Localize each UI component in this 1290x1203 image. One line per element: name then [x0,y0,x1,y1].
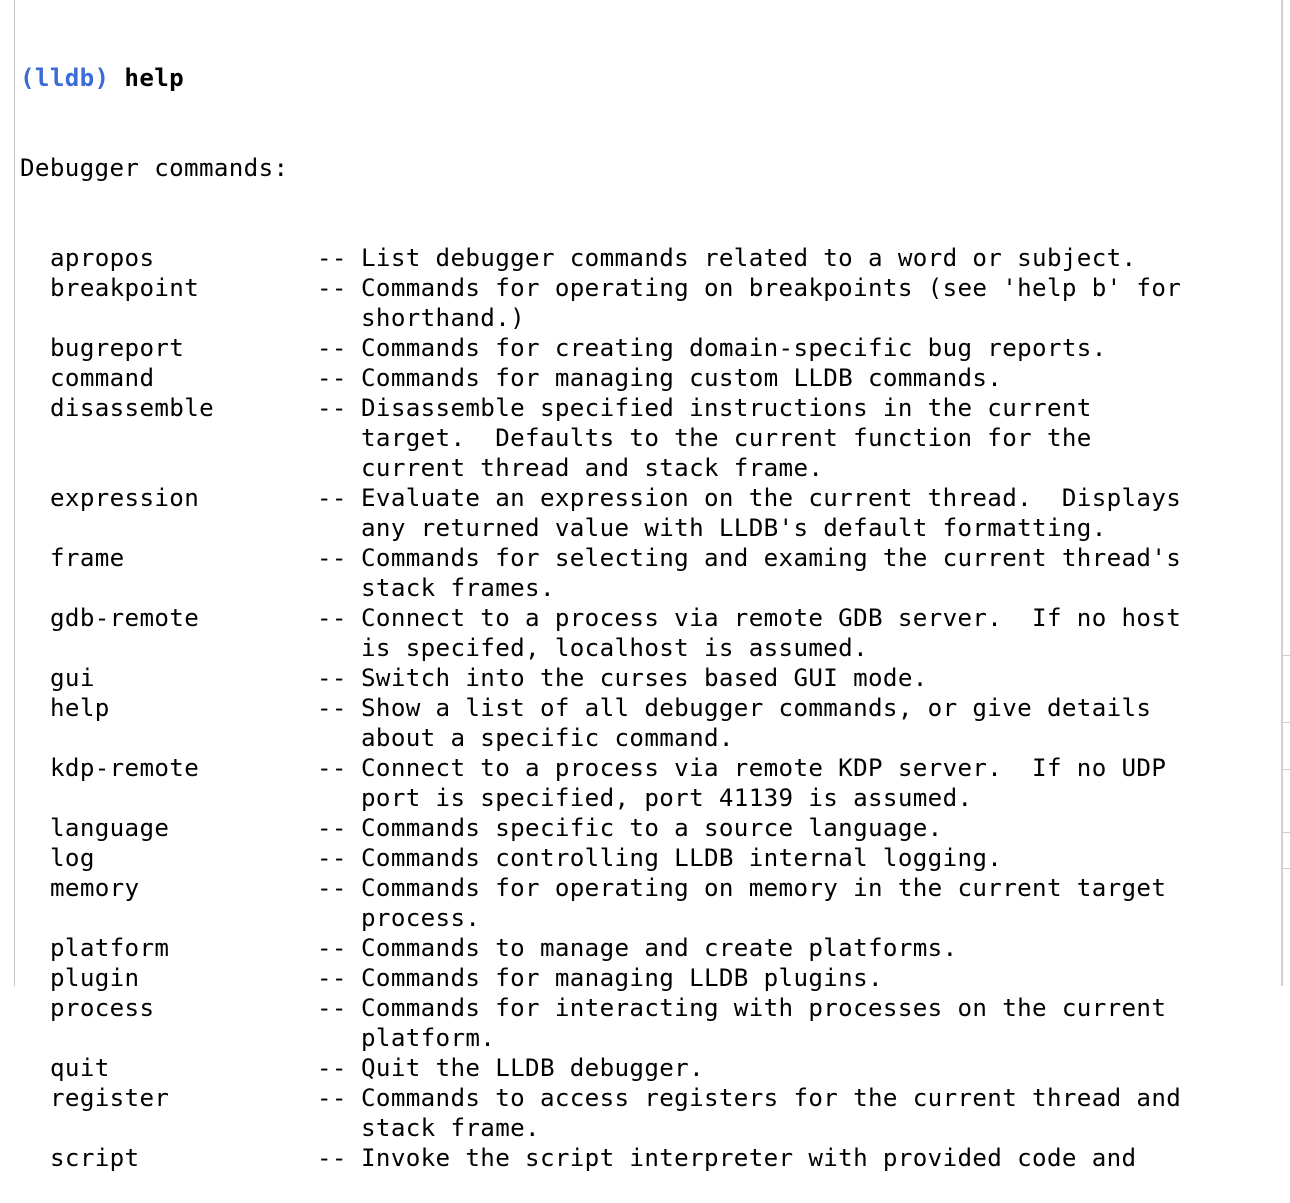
command-separator: -- [317,394,347,422]
scroll-tick [1283,655,1290,656]
command-separator: -- [317,994,347,1022]
command-name: command [50,364,155,392]
scroll-tick [1283,722,1290,723]
command-separator: -- [317,934,347,962]
command-description: Quit the LLDB debugger. [361,1054,704,1082]
command-description: Invoke the script interpreter with provided code and [361,1144,1137,1172]
command-description: Connect to a process via remote KDP server. If no UDP port is specified, port 41139 is assumed. [361,754,1167,812]
command-separator: -- [317,1084,347,1112]
command-separator: -- [317,544,347,572]
command-description: Commands for managing custom LLDB commands. [361,364,1003,392]
scroll-tick [1283,832,1290,833]
command-separator: -- [317,604,347,632]
command-separator: -- [317,874,347,902]
command-row [20,1053,1278,1083]
command-row [20,813,1278,843]
command-name: breakpoint [50,274,200,302]
prompt-line [20,63,1278,93]
command-row [20,753,1278,813]
scroll-tick [1283,769,1290,770]
command-row [20,1083,1278,1143]
command-row [20,363,1278,393]
command-separator: -- [317,814,347,842]
console-output[interactable] [20,3,1278,1203]
command-name: log [50,844,95,872]
command-row [20,693,1278,753]
command-description: Commands specific to a source language. [361,814,943,842]
command-description: Switch into the curses based GUI mode. [361,664,928,692]
command-row [20,933,1278,963]
command-separator: -- [317,364,347,392]
command-name: frame [50,544,125,572]
command-description: Commands for operating on breakpoints (see 'help b' for shorthand.) [361,274,1182,332]
command-separator: -- [317,964,347,992]
command-separator: -- [317,484,347,512]
command-separator: -- [317,1054,347,1082]
command-row [20,993,1278,1053]
typed-command: help [124,64,185,92]
section-header: Debugger commands: [20,154,289,182]
command-row [20,393,1278,483]
command-description: List debugger commands related to a word or subject. [361,244,1137,272]
command-name: help [50,694,110,722]
command-description: Disassemble specified instructions in the current target. Defaults to the current function for the current thread and stack frame. [361,394,1092,482]
command-row [20,843,1278,873]
command-name: quit [50,1054,110,1082]
command-row [20,663,1278,693]
command-name: language [50,814,170,842]
command-row [20,483,1278,543]
lldb-prompt: (lldb) [20,64,110,92]
command-description: Evaluate an expression on the current thread. Displays any returned value with LLDB's default formatting. [361,484,1182,542]
command-name: platform [50,934,170,962]
command-name: gdb-remote [50,604,200,632]
scroll-tick [1283,868,1290,869]
command-row [20,603,1278,663]
command-separator: -- [317,334,347,362]
command-separator: -- [317,1144,347,1172]
command-name: memory [50,874,140,902]
command-separator: -- [317,844,347,872]
command-separator: -- [317,664,347,692]
command-row [20,963,1278,993]
command-name: register [50,1084,170,1112]
command-name: plugin [50,964,140,992]
command-description: Commands for selecting and examing the current thread's stack frames. [361,544,1182,602]
command-row [20,333,1278,363]
command-name: bugreport [50,334,185,362]
command-list [20,243,1278,1173]
command-description: Commands to manage and create platforms. [361,934,958,962]
command-row [20,543,1278,603]
command-description: Commands for interacting with processes on the current platform. [361,994,1167,1052]
console-left-border [14,0,15,986]
command-description: Commands to access registers for the current thread and stack frame. [361,1084,1182,1142]
command-name: expression [50,484,200,512]
command-separator: -- [317,244,347,272]
command-separator: -- [317,274,347,302]
command-name: apropos [50,244,155,272]
command-row [20,1143,1278,1173]
command-separator: -- [317,754,347,782]
command-name: process [50,994,155,1022]
command-description: Commands for operating on memory in the current target process. [361,874,1167,932]
command-separator: -- [317,694,347,722]
command-description: Commands controlling LLDB internal logging. [361,844,1003,872]
command-description: Connect to a process via remote GDB server. If no host is specifed, localhost is assumed. [361,604,1182,662]
command-name: kdp-remote [50,754,200,782]
command-name: disassemble [50,394,215,422]
command-description: Commands for managing LLDB plugins. [361,964,883,992]
scrollbar-track[interactable] [1283,0,1290,986]
command-description: Commands for creating domain-specific bug reports. [361,334,1107,362]
command-row [20,273,1278,333]
command-description: Show a list of all debugger commands, or give details about a specific command. [361,694,1152,752]
command-row [20,873,1278,933]
command-name: gui [50,664,95,692]
command-name: script [50,1144,140,1172]
command-row [20,243,1278,273]
